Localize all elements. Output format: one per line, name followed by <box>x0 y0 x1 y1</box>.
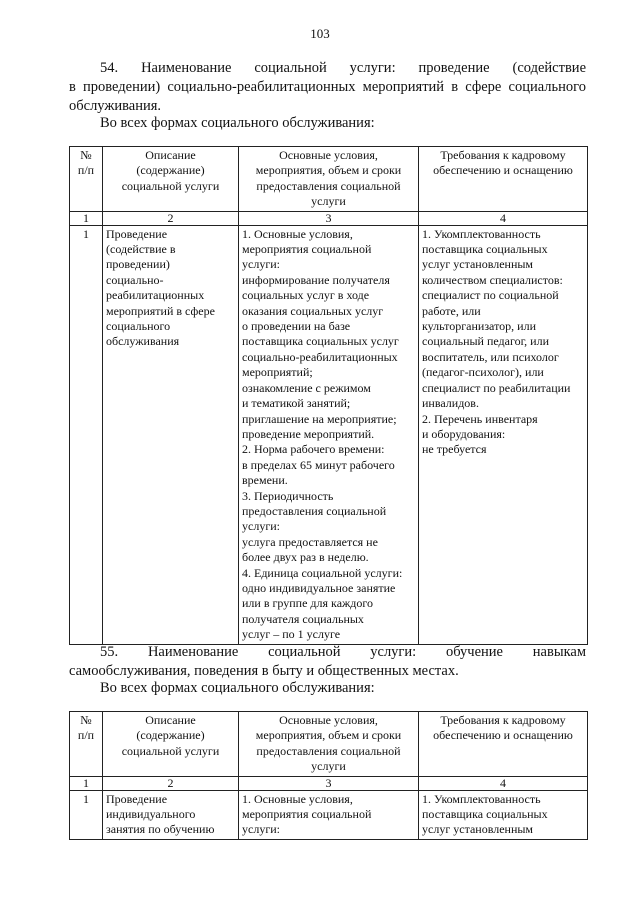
cell-text-line: занятия по обучению <box>106 822 215 837</box>
section-54-title-line-3: обслуживания. <box>69 98 162 114</box>
cell-text-line: услуг установленным <box>422 822 534 837</box>
section-55-title-line-1: Наименование социальной услуги: обучение навыкам <box>147 644 587 660</box>
cell-text-line: времени. <box>242 473 288 488</box>
table-row <box>70 225 588 644</box>
row-conditions <box>239 225 419 644</box>
cell-text-line: мероприятий в сфере <box>106 303 215 318</box>
cell-text-line: количеством специалистов: <box>422 272 563 287</box>
cell-text-line: поставщика социальных <box>422 807 548 822</box>
table-row <box>70 790 588 839</box>
section-54-title-line-1: Наименование социальной услуги: проведение (содействие <box>141 60 587 76</box>
section-55-number: 55. <box>100 644 119 660</box>
row-conditions <box>239 790 419 839</box>
header-description: Описание (содержание) социальной услуги <box>103 147 239 212</box>
cell-text-line: 1. Укомплектованность <box>422 226 541 241</box>
page-number: 103 <box>310 26 330 41</box>
cell-text-line: мероприятия социальной <box>242 242 372 257</box>
row-requirements <box>419 225 588 644</box>
cell-text-line: приглашение на мероприятие; <box>242 411 397 426</box>
column-number: 4 <box>419 211 588 225</box>
header-description: Описание (содержание) социальной услуги <box>103 712 239 777</box>
cell-text-line: (содействие в <box>106 242 176 257</box>
cell-text-line: не требуется <box>422 442 487 457</box>
column-number: 3 <box>239 211 419 225</box>
header-conditions: Основные условия, мероприятия, объем и сроки предоставления социальной услуги <box>239 712 419 777</box>
header-number: № п/п <box>70 712 103 777</box>
column-number: 1 <box>70 776 103 790</box>
cell-text-line: 2. Норма рабочего времени: <box>242 442 385 457</box>
column-number: 4 <box>419 776 588 790</box>
cell-text-line: 3. Периодичность <box>242 488 334 503</box>
column-number-row <box>70 211 588 225</box>
section-54-heading <box>69 59 586 116</box>
cell-text-line: 1. Основные условия, <box>242 791 353 806</box>
cell-text-line: социально- <box>106 272 164 287</box>
header-conditions: Основные условия, мероприятия, объем и сроки предоставления социальной услуги <box>239 147 419 212</box>
cell-text-line: информирование получателя <box>242 272 390 287</box>
cell-text-line: в пределах 65 минут рабочего <box>242 457 395 472</box>
header-requirements: Требования к кадровому обеспечению и оснащению <box>419 147 588 212</box>
cell-text-line: 1. Укомплектованность <box>422 791 541 806</box>
cell-text-line: или в группе для каждого <box>242 596 374 611</box>
section-54-title-line-2: в проведении) социально-реабилитационных мероприятий в сфере социального <box>69 79 586 95</box>
section-55-heading <box>69 643 586 681</box>
cell-text-line: обслуживания <box>106 334 180 349</box>
cell-text-line: услуга предоставляется не <box>242 534 378 549</box>
row-description <box>103 790 239 839</box>
cell-text-line: о проведении на базе <box>242 319 351 334</box>
table-header-row <box>70 712 588 777</box>
cell-text-line: работе, или <box>422 303 481 318</box>
cell-text-line: услуги: <box>242 822 280 837</box>
section-54-forms-text: Во всех формах социального обслуживания: <box>100 115 375 131</box>
cell-text-line: более двух раз в неделю. <box>242 550 369 565</box>
cell-text-line: и тематикой занятий; <box>242 396 351 411</box>
column-number: 3 <box>239 776 419 790</box>
cell-text-line: Проведение <box>106 226 168 241</box>
cell-text-line: услуг установленным <box>422 257 534 272</box>
cell-text-line: 4. Единица социальной услуги: <box>242 565 403 580</box>
cell-text-line: оказания социальных услуг <box>242 303 384 318</box>
cell-text-line: поставщика социальных услуг <box>242 334 399 349</box>
cell-text-line: проведение мероприятий. <box>242 426 375 441</box>
cell-text-line: 2. Перечень инвентаря <box>422 411 538 426</box>
cell-text-line: специалист по реабилитации <box>422 380 571 395</box>
table-header-row <box>70 147 588 212</box>
cell-text-line: ознакомление с режимом <box>242 380 371 395</box>
row-number: 1 <box>70 790 103 839</box>
cell-text-line: мероприятия социальной <box>242 807 372 822</box>
service-table-54 <box>69 146 588 645</box>
cell-text-line: получателя социальных <box>242 611 364 626</box>
column-number: 2 <box>103 776 239 790</box>
cell-text-line: социального <box>106 319 171 334</box>
cell-text-line: услуг – по 1 услуге <box>242 627 341 642</box>
cell-text-line: специалист по социальной <box>422 288 559 303</box>
section-55-title-line-2: самообслуживания, поведения в быту и общественных местах. <box>69 663 459 679</box>
cell-text-line: мероприятий; <box>242 365 313 380</box>
cell-text-line: и оборудования: <box>422 426 506 441</box>
cell-text-line: культорганизатор, или <box>422 319 536 334</box>
cell-text-line: услуги: <box>242 519 280 534</box>
cell-text-line: поставщика социальных <box>422 242 548 257</box>
header-number: № п/п <box>70 147 103 212</box>
column-number-row <box>70 776 588 790</box>
cell-text-line: услуги: <box>242 257 280 272</box>
cell-text-line: Проведение <box>106 791 168 806</box>
cell-text-line: социальных услуг в ходе <box>242 288 370 303</box>
row-description <box>103 225 239 644</box>
cell-text-line: одно индивидуальное занятие <box>242 580 396 595</box>
column-number: 2 <box>103 211 239 225</box>
cell-text-line: (педагог-психолог), или <box>422 365 544 380</box>
cell-text-line: воспитатель, или психолог <box>422 349 559 364</box>
cell-text-line: предоставления социальной <box>242 503 387 518</box>
section-55-forms-text: Во всех формах социального обслуживания: <box>100 680 375 696</box>
section-54-number: 54. <box>100 60 119 76</box>
cell-text-line: проведении) <box>106 257 170 272</box>
cell-text-line: реабилитационных <box>106 288 205 303</box>
cell-text-line: индивидуального <box>106 807 196 822</box>
service-table-55 <box>69 711 588 840</box>
cell-text-line: 1. Основные условия, <box>242 226 353 241</box>
row-requirements <box>419 790 588 839</box>
cell-text-line: социально-реабилитационных <box>242 349 398 364</box>
column-number: 1 <box>70 211 103 225</box>
header-requirements: Требования к кадровому обеспечению и оснащению <box>419 712 588 777</box>
row-number: 1 <box>70 225 103 644</box>
cell-text-line: социальный педагог, или <box>422 334 550 349</box>
cell-text-line: инвалидов. <box>422 396 479 411</box>
